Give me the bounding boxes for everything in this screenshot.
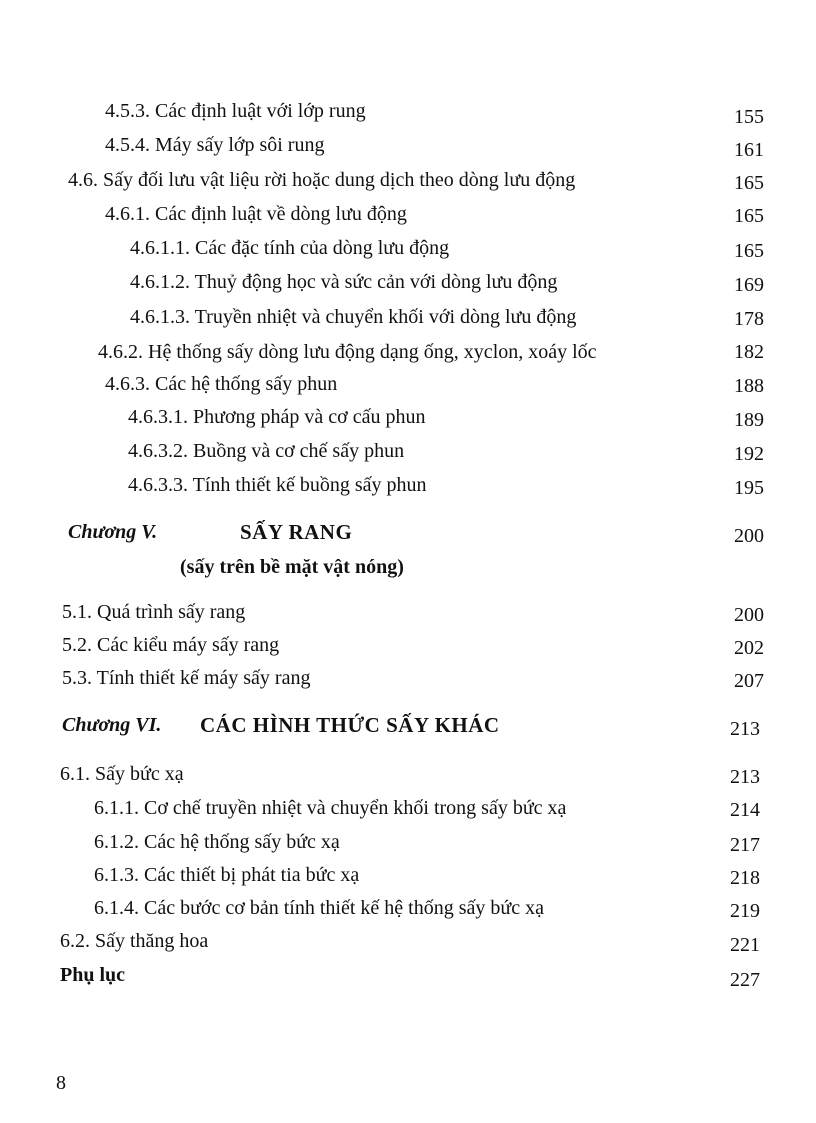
toc-entry	[0, 597, 816, 627]
toc-entry-title: 4.6.1. Các định luật về dòng lưu động	[105, 203, 407, 225]
toc-entry-page: 218	[730, 867, 760, 889]
toc-entry	[0, 267, 816, 297]
toc-entry-page: 221	[730, 934, 760, 956]
toc-entry	[0, 630, 816, 660]
toc-entry-page: 189	[734, 409, 764, 431]
toc-entry-page: 165	[734, 172, 764, 194]
toc-entry-title: 4.6. Sấy đối lưu vật liệu rời hoặc dung dịch theo dòng lưu động	[68, 169, 576, 191]
toc-entry-title: 6.1. Sấy bức xạ	[60, 763, 184, 785]
toc-entry-page: 202	[734, 637, 764, 659]
page-number: 8	[56, 1072, 66, 1094]
chapter-label: Chương V.	[68, 521, 158, 543]
toc-entry-page: 227	[730, 969, 760, 991]
toc-entry-title: 5.1. Quá trình sấy rang	[62, 601, 246, 623]
toc-entry	[0, 165, 816, 195]
toc-entry-title: 6.2. Sấy thăng hoa	[60, 930, 209, 952]
toc-entry-page: 165	[734, 205, 764, 227]
toc-entry-page: 178	[734, 308, 764, 330]
toc-entry	[0, 130, 816, 160]
chapter-label: Chương VI.	[62, 714, 162, 736]
toc-entry	[0, 96, 816, 126]
chapter-subtitle: (sấy trên bề mặt vật nóng)	[180, 556, 404, 578]
toc-entry-page: 169	[734, 274, 764, 296]
toc-entry	[0, 369, 816, 399]
toc-entry	[0, 233, 816, 263]
toc-entry	[0, 436, 816, 466]
toc-entry	[0, 302, 816, 332]
toc-entry-page: 195	[734, 477, 764, 499]
toc-entry-title: 4.6.3.1. Phương pháp và cơ cấu phun	[128, 406, 426, 428]
toc-entry	[0, 759, 816, 789]
toc-entry-title: 4.6.1.3. Truyền nhiệt và chuyển khối với dòng lưu động	[130, 306, 577, 328]
toc-entry-page: 155	[734, 106, 764, 128]
toc-entry-title: 6.1.3. Các thiết bị phát tia bức xạ	[94, 864, 360, 886]
chapter-heading	[0, 517, 816, 547]
chapter-page: 200	[734, 525, 764, 547]
chapter-page: 213	[730, 718, 760, 740]
toc-entry	[0, 402, 816, 432]
chapter-title: CÁC HÌNH THỨC SẤY KHÁC	[200, 713, 500, 737]
toc-entry-title: 4.6.3.2. Buồng và cơ chế sấy phun	[128, 440, 405, 462]
toc-entry-title: 4.6.1.2. Thuỷ động học và sức cản với dòng lưu động	[130, 271, 558, 293]
toc-entry	[0, 827, 816, 857]
toc-entry	[0, 793, 816, 823]
toc-entry-page: 213	[730, 766, 760, 788]
toc-entry-title: 4.5.3. Các định luật với lớp rung	[105, 100, 366, 122]
toc-entry-title: 4.6.1.1. Các đặc tính của dòng lưu động	[130, 237, 450, 259]
toc-entry-page: 182	[734, 341, 764, 363]
toc-entry	[0, 860, 816, 890]
chapter-heading	[0, 710, 816, 740]
toc-entry-page: 165	[734, 240, 764, 262]
toc-entry-title: 5.3. Tính thiết kế máy sấy rang	[62, 667, 311, 689]
toc-entry-title: 5.2. Các kiểu máy sấy rang	[62, 634, 280, 656]
toc-entry-title: 6.1.1. Cơ chế truyền nhiệt và chuyển khối trong sấy bức xạ	[94, 797, 567, 819]
toc-entry-title: 4.6.2. Hệ thống sấy dòng lưu động dạng ống, xyclon, xoáy lốc	[98, 341, 597, 363]
toc-entry-title: 4.5.4. Máy sấy lớp sôi rung	[105, 134, 325, 156]
toc-entry	[0, 337, 816, 367]
toc-entry	[0, 470, 816, 500]
toc-entry-title: 6.1.2. Các hệ thống sấy bức xạ	[94, 831, 340, 853]
toc-entry	[0, 926, 816, 956]
toc-entry-page: 217	[730, 834, 760, 856]
toc-entry-page: 207	[734, 670, 764, 692]
toc-entry-page: 192	[734, 443, 764, 465]
toc-entry	[0, 663, 816, 693]
toc-entry-title: 4.6.3. Các hệ thống sấy phun	[105, 373, 338, 395]
toc-entry	[0, 199, 816, 229]
toc-entry-appendix	[0, 960, 816, 990]
toc-entry	[0, 893, 816, 923]
toc-entry-title: 4.6.3.3. Tính thiết kế buồng sấy phun	[128, 474, 427, 496]
chapter-title: SẤY RANG	[240, 520, 353, 544]
toc-entry-title: Phụ lục	[60, 964, 126, 986]
toc-entry-title: 6.1.4. Các bước cơ bản tính thiết kế hệ thống sấy bức xạ	[94, 897, 544, 919]
toc-entry-page: 161	[734, 139, 764, 161]
toc-entry-page: 219	[730, 900, 760, 922]
toc-entry-page: 214	[730, 799, 760, 821]
toc-entry-page: 188	[734, 375, 764, 397]
toc-entry-page: 200	[734, 604, 764, 626]
